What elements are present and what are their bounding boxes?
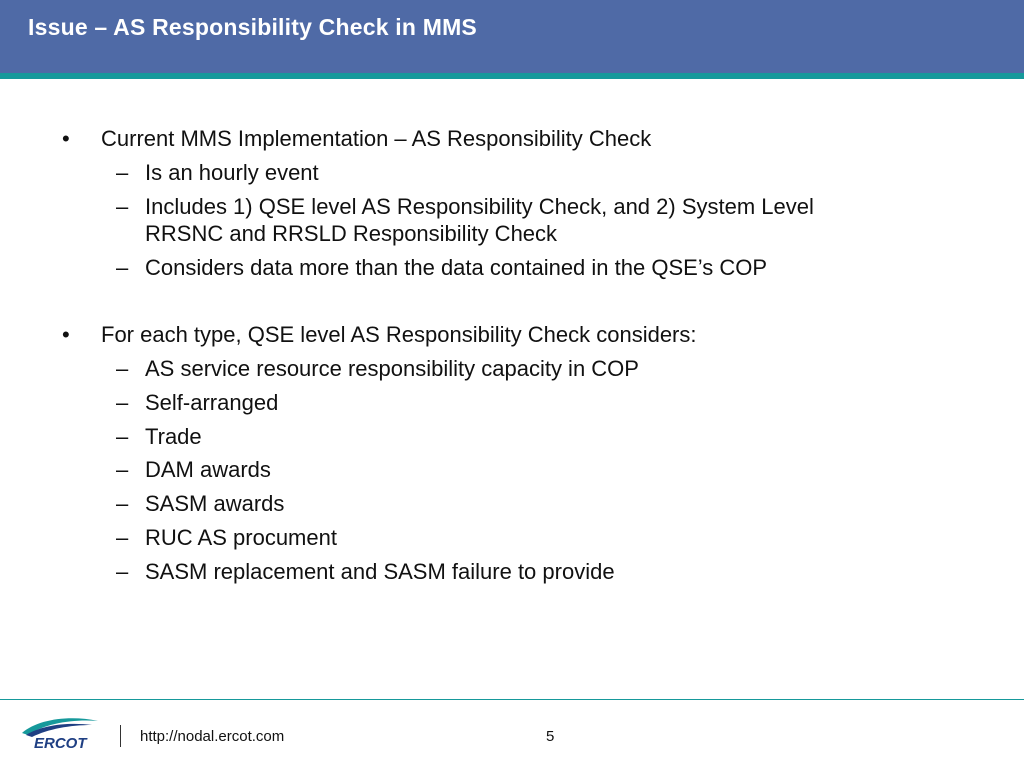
sub-bullet-item: RUC AS procument [145, 525, 337, 550]
dash-marker: – [116, 457, 129, 482]
sub-bullet-item: SASM replacement and SASM failure to provide [145, 559, 615, 584]
sub-bullet-item: Trade [145, 424, 202, 449]
bullet-item: Current MMS Implementation – AS Responsibility Check [101, 126, 652, 151]
bullet-item: For each type, QSE level AS Responsibility Check considers: [101, 322, 697, 347]
footer-rule [0, 699, 1024, 700]
dash-marker: – [116, 160, 129, 185]
dash-marker: – [116, 559, 129, 584]
footer-url-link[interactable]: http://nodal.ercot.com [140, 728, 285, 745]
dash-marker: – [116, 194, 129, 219]
bullet-marker: • [62, 322, 70, 347]
dash-marker: – [116, 390, 129, 415]
dash-marker: – [116, 255, 129, 280]
footer-separator [120, 725, 121, 747]
sub-bullet-item-continuation: RRSNC and RRSLD Responsibility Check [145, 221, 558, 246]
sub-bullet-item: SASM awards [145, 491, 285, 516]
ercot-logo [18, 713, 104, 751]
page-number: 5 [546, 728, 555, 745]
logo-wordmark: ERCOT [34, 735, 87, 751]
sub-bullet-item: Is an hourly event [145, 160, 319, 185]
sub-bullet-item: Considers data more than the data contained in the QSE’s COP [145, 255, 768, 280]
dash-marker: – [116, 356, 129, 381]
dash-marker: – [116, 491, 129, 516]
sub-bullet-item: Includes 1) QSE level AS Responsibility Check, and 2) System Level [145, 194, 814, 219]
dash-marker: – [116, 525, 129, 550]
sub-bullet-item: DAM awards [145, 457, 271, 482]
sub-bullet-item: AS service resource responsibility capacity in COP [145, 356, 639, 381]
sub-bullet-item: Self-arranged [145, 390, 279, 415]
bullet-marker: • [62, 126, 70, 151]
dash-marker: – [116, 424, 129, 449]
slide-title: Issue – AS Responsibility Check in MMS [28, 14, 477, 40]
